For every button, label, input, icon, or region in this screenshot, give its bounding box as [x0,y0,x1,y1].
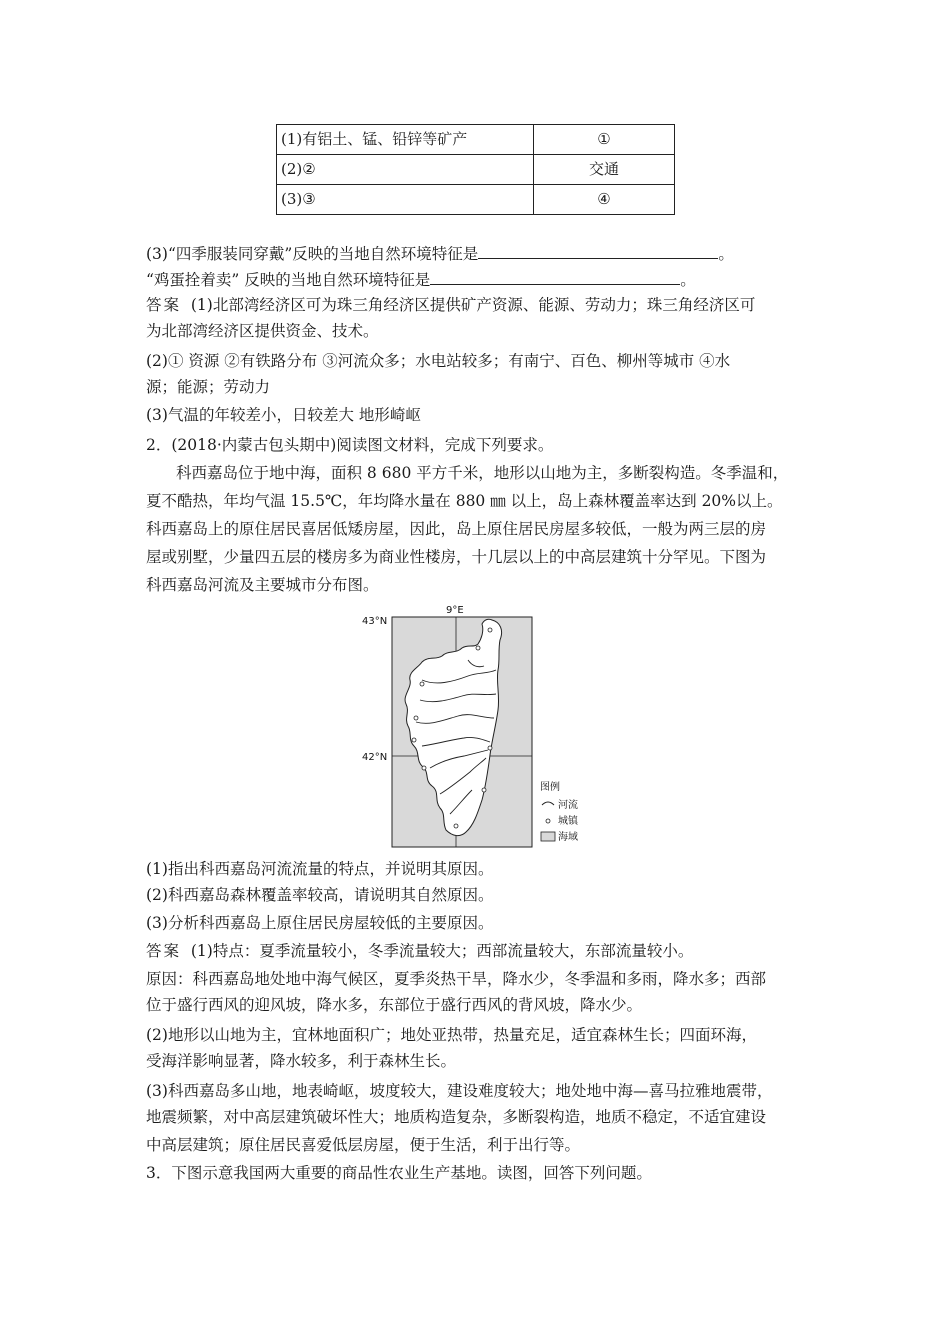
town-marker [488,628,492,632]
legend-sea-symbol [541,832,555,841]
q2-para-line: 科西嘉岛上的原住居民喜居低矮房屋，因此，岛上原住居民房屋多较低，一般为两三层的房 [146,520,767,538]
answer-label: 答案 [146,296,182,314]
legend-sea: 海域 [558,832,578,843]
question3-header: 3．下图示意我国两大重要的商品性农业生产基地。读图，回答下列问题。 [146,1164,652,1182]
table-cell: 交通 [534,155,675,185]
q3-line-2 [146,266,816,293]
q3-prefix-2: “鸡蛋拴着卖” 反映的当地自然环境特征是 [146,271,431,289]
town-marker [482,788,486,792]
map-legend [540,780,579,843]
answer1-line-2: 为北部湾经济区提供资金、技术。 [146,322,379,340]
q2-question-1: (1)指出科西嘉岛河流流量的特点，并说明其原因。 [146,860,494,878]
town-marker [476,646,480,650]
corsica-map [360,600,595,850]
table-cell: (3)③ [277,185,534,215]
town-marker [414,716,418,720]
town-marker [422,766,426,770]
answer-text: (1)北部湾经济区可为珠三角经济区提供矿产资源、能源、劳动力；珠三角经济区可 [190,296,756,314]
table-cell: (2)② [277,155,534,185]
answer2-line: (3)科西嘉岛多山地，地表崎岖，坡度较大，建设难度较大；地处地中海—喜马拉雅地震带， [146,1082,773,1100]
answer1-line-1 [146,292,816,318]
answer2-line: 地震频繁，对中高层建筑破坏性大；地质构造复杂，多断裂构造，地质不稳定，不适宜建设 [146,1108,767,1126]
answer1-line-4: 源；能源；劳动力 [146,378,271,396]
table-row [277,125,675,155]
table-cell: (1)有铝土、锰、铅锌等矿产 [277,125,534,155]
q2-question-3: (3)分析科西嘉岛上原住居民房屋较低的主要原因。 [146,914,494,932]
table-row [277,185,675,215]
answer2-line: 中高层建筑；原住居民喜爱低层房屋，便于生活，利于出行等。 [146,1136,581,1154]
table-cell: ① [534,125,675,155]
legend-river-symbol [542,802,554,805]
answer-blank[interactable] [430,266,680,285]
answer2-line [146,938,816,964]
table-cell: ④ [534,185,675,215]
q2-question-2: (2)科西嘉岛森林覆盖率较高，请说明其自然原因。 [146,886,494,904]
answer2-line: 原因：科西嘉岛地处地中海气候区，夏季炎热干旱，降水少，冬季温和多雨，降水多；西部 [146,970,767,988]
legend-title: 图例 [540,782,560,793]
answer2-line: 受海洋影响显著，降水较多，利于森林生长。 [146,1052,457,1070]
q2-para-line: 科西嘉岛位于地中海，面积 8 680 平方千米，地形以山地为主，多断裂构造。冬季温和， [176,464,789,482]
answer2-line: 位于盛行西风的迎风坡，降水多，东部位于盛行西风的背风坡，降水少。 [146,996,643,1014]
answer2-line: (2)地形以山地为主，宜林地面积广；地处亚热带，热量充足，适宜森林生长；四面环海， [146,1026,757,1044]
town-marker [420,682,424,686]
answer-label: 答案 [146,942,182,960]
table-row [277,155,675,185]
answer1-line-3: (2)① 资源 ②有铁路分布 ③河流众多；水电站较多；有南宁、百色、柳州等城市 ④水 [146,352,731,370]
q2-para-line: 屋或别墅，少量四五层的楼房多为商业性楼房，十几层以上的中高层建筑十分罕见。下图为 [146,548,767,566]
latitude-label-mid: 42°N [362,752,388,763]
town-marker [488,746,492,750]
town-marker [412,738,416,742]
question2-header: 2．(2018·内蒙古包头期中)阅读图文材料，完成下列要求。 [146,436,554,454]
longitude-label: 9°E [446,605,464,616]
q3-prefix-1: (3)“四季服装同穿戴”反映的当地自然环境特征是 [146,245,479,263]
q2-para-line: 科西嘉岛河流及主要城市分布图。 [146,576,379,594]
q3-suffix-1: 。 [718,245,734,263]
answer1-line-5: (3)气温的年较差小，日较差大 地形崎岖 [146,406,421,424]
town-marker [454,824,458,828]
legend-town-symbol [546,819,550,823]
q3-line-1 [146,240,816,267]
legend-town: 城镇 [558,816,578,827]
legend-river: 河流 [558,800,578,811]
latitude-label-top: 43°N [362,616,388,627]
answer-text: (1)特点：夏季流量较小，冬季流量较大；西部流量较大，东部流量较小。 [190,942,694,960]
q3-suffix-2: 。 [680,271,696,289]
q2-para-line: 夏不酷热，年均气温 15.5℃，年均降水量在 880 ㎜ 以上，岛上森林覆盖率达到 20%以上。 [146,492,783,510]
answer-blank[interactable] [478,240,718,259]
resource-table [276,124,675,215]
